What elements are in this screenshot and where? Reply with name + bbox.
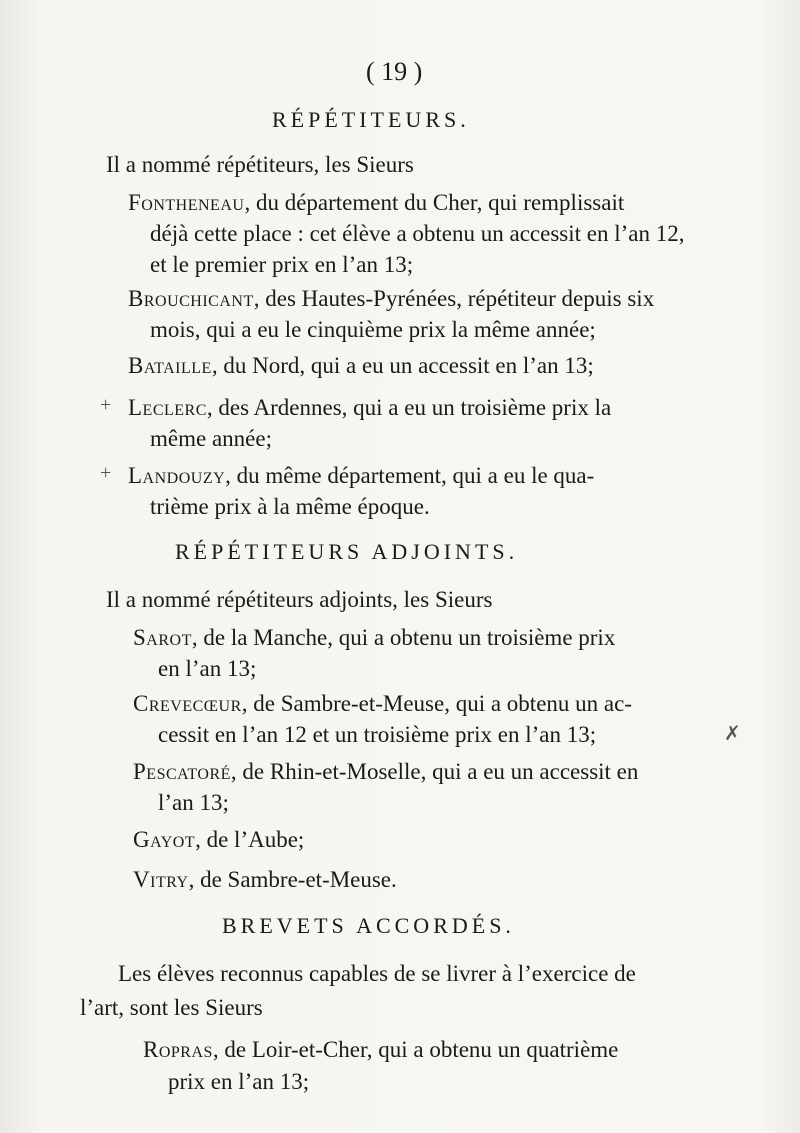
margin-x-mark: ✗ (724, 723, 741, 745)
entry-text: déjà cette place : cet élève a obtenu un accessit en l’an 12, (150, 221, 685, 246)
entry-text: , de Sambre-et-Meuse, qui a obtenu un ac- (241, 691, 632, 716)
page-number: ( 19 ) (366, 57, 423, 86)
entry-text: l’an 13; (158, 790, 229, 815)
entry-text: prix en l’an 13; (168, 1069, 310, 1094)
entry-name: Fontheneau (128, 190, 245, 215)
entry-landouzy (128, 462, 594, 490)
entry-name: Leclerc (128, 395, 207, 420)
intro-repetiteurs: Il a nommé répétiteurs, les Sieurs (106, 152, 414, 177)
entry-name: Bataille (128, 353, 212, 378)
intro-brevets-continued: l’art, sont les Sieurs (80, 995, 263, 1020)
intro-adjoints: Il a nommé répétiteurs adjoints, les Sieurs (106, 587, 493, 612)
entry-vitry (133, 866, 397, 894)
margin-cross-mark: + (100, 394, 112, 416)
entry-bataille (128, 352, 594, 380)
entry-name: Pescatoré (133, 759, 231, 784)
entry-text: cessit en l’an 12 et un troisième prix en l’an 13; (158, 722, 597, 747)
entry-text: mois, qui a eu le cinquième prix la même année; (150, 317, 596, 342)
entry-text: , du Nord, qui a eu un accessit en l’an 13; (211, 353, 594, 378)
entry-name: Vitry (133, 867, 189, 892)
entry-name: Brouchicant (128, 286, 254, 311)
entry-name: Landouzy (128, 463, 226, 488)
heading-repetiteurs: RÉPÉTITEURS. (272, 107, 470, 132)
entry-text: , de la Manche, qui a obtenu un troisième prix (191, 625, 616, 650)
entry-name: Sarot (133, 625, 192, 650)
entry-text: même année; (150, 426, 272, 451)
entry-text: en l’an 13; (158, 656, 257, 681)
entry-gayot (133, 826, 304, 854)
entry-name: Gayot (133, 827, 196, 852)
entry-text: , du même département, qui a eu le qua- (225, 463, 595, 488)
intro-brevets: Les élèves reconnus capables de se livrer à l’exercice de (118, 961, 636, 986)
entry-ropras (143, 1036, 618, 1064)
entry-text: , de Loir-et-Cher, qui a obtenu un quatrième (212, 1037, 619, 1062)
entry-text: et le premier prix en l’an 13; (150, 252, 414, 277)
margin-cross-mark: + (100, 462, 112, 484)
entry-text: trième prix à la même époque. (150, 494, 430, 519)
entry-leclerc (128, 394, 611, 422)
entry-crevecoeur (133, 690, 632, 718)
entry-brouchicant (128, 285, 654, 313)
entry-pescatore (133, 758, 638, 786)
entry-text: , des Ardennes, qui a eu un troisième prix la (206, 395, 612, 420)
entry-fontheneau (128, 189, 624, 217)
heading-adjoints: RÉPÉTITEURS ADJOINTS. (175, 539, 519, 564)
entry-text: , de Sambre-et-Meuse. (188, 867, 397, 892)
entry-sarot (133, 624, 615, 652)
entry-text: , du département du Cher, qui remplissait (244, 190, 625, 215)
entry-text: , des Hautes-Pyrénées, répétiteur depuis six (253, 286, 655, 311)
entry-text: , de l’Aube; (195, 827, 305, 852)
entry-name: Crevecœur (133, 691, 242, 716)
entry-text: , de Rhin-et-Moselle, qui a eu un accessit en (230, 759, 639, 784)
entry-name: Ropras (143, 1037, 213, 1062)
heading-brevets: BREVETS ACCORDÉS. (222, 913, 515, 938)
